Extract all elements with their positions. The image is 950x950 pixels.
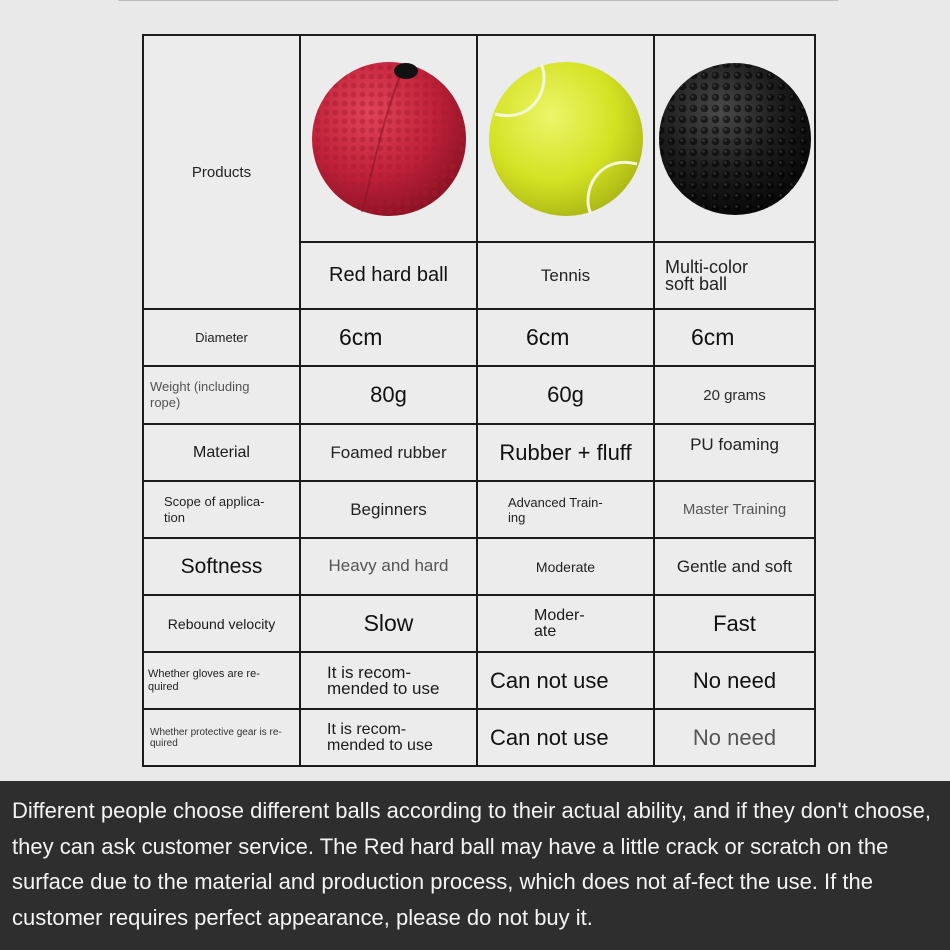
rebound-tennis-value: Moder- ate	[477, 595, 654, 652]
product-image-row	[143, 35, 815, 242]
table-row	[143, 309, 815, 366]
footer-note-panel	[0, 781, 950, 950]
table-row	[143, 709, 815, 766]
softness-tennis-value: Moderate	[477, 538, 654, 595]
material-tennis-value: Rubber + fluff	[477, 424, 654, 481]
table-row	[143, 595, 815, 652]
diameter-tennis-value: 6cm	[477, 309, 654, 366]
row-label-softness: Softness	[143, 538, 300, 595]
comparison-table	[142, 34, 816, 767]
black-soft-ball-image	[654, 35, 815, 242]
material-soft-value: PU foaming	[654, 424, 815, 481]
weight-red-value: 80g	[300, 366, 477, 424]
table-row	[143, 652, 815, 709]
softness-soft-value: Gentle and soft	[654, 538, 815, 595]
diameter-soft-value: 6cm	[654, 309, 815, 366]
protective-gear-soft-value: No need	[654, 709, 815, 766]
row-label-rebound-velocity: Rebound velocity	[143, 595, 300, 652]
gloves-soft-value: No need	[654, 652, 815, 709]
weight-soft-value: 20 grams	[654, 366, 815, 424]
row-label-material: Material	[143, 424, 300, 481]
weight-tennis-value: 60g	[477, 366, 654, 424]
gloves-tennis-value: Can not use	[477, 652, 654, 709]
row-label-scope: Scope of applica- tion	[143, 481, 300, 538]
diameter-red-value: 6cm	[300, 309, 477, 366]
protective-gear-red-value: It is recom- mended to use	[300, 709, 477, 766]
table-row	[143, 424, 815, 481]
protective-gear-tennis-value: Can not use	[477, 709, 654, 766]
table-row	[143, 538, 815, 595]
red-hard-ball-icon	[304, 54, 474, 224]
product-name-multi-color-soft-ball: Multi-color soft ball	[654, 242, 815, 309]
tennis-ball-image	[477, 35, 654, 242]
table-row	[143, 481, 815, 538]
red-hard-ball-image	[300, 35, 477, 242]
product-name-tennis: Tennis	[477, 242, 654, 309]
rebound-soft-value: Fast	[654, 595, 815, 652]
black-soft-ball-icon	[655, 59, 815, 219]
products-header-label: Products	[143, 35, 300, 309]
row-label-weight: Weight (including rope)	[143, 366, 300, 424]
material-red-value: Foamed rubber	[300, 424, 477, 481]
row-label-gloves: Whether gloves are re- quired	[143, 652, 300, 709]
top-divider	[118, 0, 838, 1]
tennis-ball-icon	[481, 54, 651, 224]
table-row	[143, 366, 815, 424]
scope-tennis-value: Advanced Train- ing	[477, 481, 654, 538]
rebound-red-value: Slow	[300, 595, 477, 652]
scope-soft-value: Master Training	[654, 481, 815, 538]
scope-red-value: Beginners	[300, 481, 477, 538]
footer-note-text: Different people choose different balls according to their actual ability, and if they don't choose, they can ask customer service. The Red hard ball may have a little crack or scratch on the surface due to the material and production process, which does not af-fect the use. If the customer requires perfect appearance, please do not buy it.	[12, 798, 931, 930]
row-label-protective-gear: Whether protective gear is re- quired	[143, 709, 300, 766]
gloves-red-value: It is recom- mended to use	[300, 652, 477, 709]
product-name-red-hard-ball: Red hard ball	[300, 242, 477, 309]
row-label-diameter: Diameter	[143, 309, 300, 366]
softness-red-value: Heavy and hard	[300, 538, 477, 595]
